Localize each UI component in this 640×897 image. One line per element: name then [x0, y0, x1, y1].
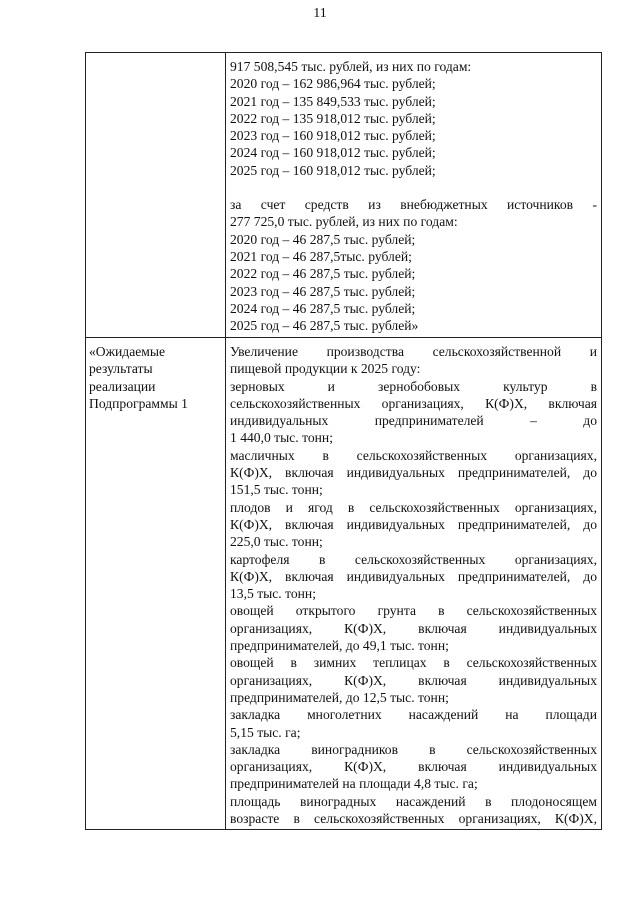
funding-line: 917 508,545 тыс. рублей, из них по годам:	[230, 59, 472, 74]
paragraph-gap	[230, 179, 597, 196]
expected-results-line: овощей открытого грунта в сельскохозяйственных	[230, 603, 597, 619]
funding-line: 2025 год – 160 918,012 тыс. рублей;	[230, 162, 436, 178]
expected-results-line: предпринимателей, до 12,5 тыс. тонн;	[230, 689, 449, 705]
expected-results-label: Подпрограммы 1	[89, 395, 188, 411]
expected-results-line: индивидуальных предпринимателей – до	[230, 413, 597, 429]
expected-results-line: пищевой продукции к 2025 году:	[230, 361, 421, 377]
expected-results-label-cell	[86, 338, 226, 830]
funding-label-cell	[86, 53, 226, 338]
expected-results-line: 151,5 тыс. тонн;	[230, 482, 323, 498]
expected-results-line: К(Ф)Х, включая индивидуальных предпринимателей, до	[230, 516, 597, 532]
expected-results-label: результаты	[89, 361, 153, 377]
extrabudget-line: 2024 год – 46 287,5 тыс. рублей;	[230, 300, 416, 316]
funding-line: 2024 год – 160 918,012 тыс. рублей;	[230, 145, 436, 161]
expected-results-line: организациях, К(Ф)Х, включая индивидуальных	[230, 759, 597, 775]
expected-results-line: предпринимателей на площади 4,8 тыс. га;	[230, 776, 478, 792]
expected-results-line: возрасте в сельскохозяйственных организациях, К(Ф)Х,	[230, 811, 597, 827]
expected-results-line: 13,5 тыс. тонн;	[230, 586, 316, 602]
funding-line: 2021 год – 135 849,533 тыс. рублей;	[230, 93, 436, 109]
extrabudget-heading: за счет средств из внебюджетных источников -	[230, 197, 597, 213]
funding-line: 2022 год – 135 918,012 тыс. рублей;	[230, 110, 436, 126]
extrabudget-line: 277 725,0 тыс. рублей, из них по годам:	[230, 214, 458, 230]
expected-results-line: 1 440,0 тыс. тонн;	[230, 430, 333, 446]
expected-results-line: К(Ф)Х, включая индивидуальных предпринимателей, до	[230, 465, 597, 481]
expected-results-line: закладка виноградников в сельскохозяйственных	[230, 741, 597, 757]
extrabudget-line: 2021 год – 46 287,5тыс. рублей;	[230, 248, 412, 264]
expected-results-line: закладка многолетних насаждений на площади	[230, 707, 597, 723]
expected-results-line: организациях, К(Ф)Х, включая индивидуальных	[230, 672, 597, 688]
expected-results-line: К(Ф)Х, включая индивидуальных предпринимателей, до	[230, 568, 597, 584]
funding-text-cell	[226, 53, 602, 338]
expected-results-line: площадь виноградных насаждений в плодоносящем	[230, 793, 597, 809]
expected-results-line: организациях, К(Ф)Х, включая индивидуальных	[230, 620, 597, 636]
expected-results-line: овощей в зимних теплицах в сельскохозяйственных	[230, 655, 597, 671]
funding-row	[86, 53, 602, 338]
expected-results-label: «Ожидаемые	[89, 344, 166, 359]
extrabudget-line: 2023 год – 46 287,5 тыс. рублей;	[230, 283, 416, 299]
page-number: 11	[313, 6, 327, 21]
expected-results-label: реализации	[89, 378, 156, 394]
extrabudget-line: 2020 год – 46 287,5 тыс. рублей;	[230, 231, 416, 247]
expected-results-line: картофеля в сельскохозяйственных организациях,	[230, 551, 597, 567]
funding-line: 2023 год – 160 918,012 тыс. рублей;	[230, 128, 436, 144]
expected-results-line: сельскохозяйственных организациях, К(Ф)Х, включая	[230, 395, 597, 411]
expected-results-row	[86, 338, 602, 830]
expected-results-line: 5,15 тыс. га;	[230, 724, 301, 740]
funding-line: 2020 год – 162 986,964 тыс. рублей;	[230, 76, 436, 92]
expected-results-line: 225,0 тыс. тонн;	[230, 534, 323, 550]
extrabudget-line: 2022 год – 46 287,5 тыс. рублей;	[230, 266, 416, 282]
extrabudget-line: 2025 год – 46 287,5 тыс. рублей»	[230, 318, 419, 334]
expected-results-line: зерновых и зернобобовых культур в	[230, 378, 597, 394]
expected-results-text-cell	[226, 338, 602, 830]
program-table	[85, 52, 602, 830]
expected-results-line: предпринимателей, до 49,1 тыс. тонн;	[230, 638, 449, 654]
expected-results-line: Увеличение производства сельскохозяйственной и	[230, 344, 597, 359]
expected-results-line: плодов и ягод в сельскохозяйственных организациях,	[230, 499, 597, 515]
expected-results-line: масличных в сельскохозяйственных организациях,	[230, 447, 597, 463]
